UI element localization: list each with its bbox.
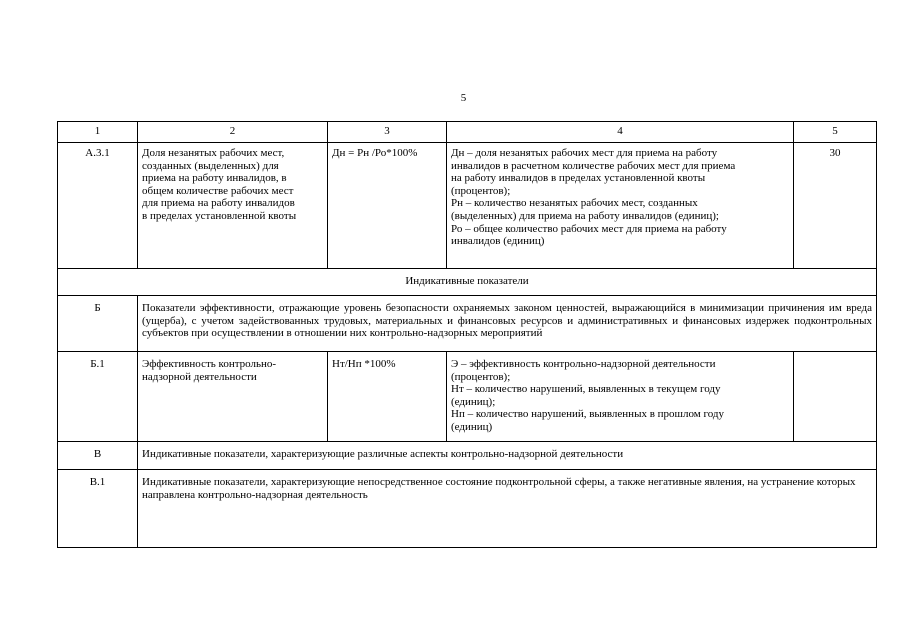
header-col-2: 2	[138, 122, 328, 143]
header-col-4: 4	[447, 122, 794, 143]
header-col-1: 1	[58, 122, 138, 143]
row-a31-name: Доля незанятых рабочих мест, созданных (выделенных) для приема на работу инвалидов, в общем количестве рабочих мест для приема на работу инвалидов в пределах установленной квоты	[138, 143, 328, 269]
row-a31-formula: Дн = Рн /Ро*100%	[328, 143, 447, 269]
row-b1-code: Б.1	[58, 352, 138, 442]
table-row-b1	[58, 352, 877, 442]
row-b-text: Показатели эффективности, отражающие уровень безопасности охраняемых законом ценностей, выражающийся в минимизации причинения им вреда (ущерба), с учетом задействованных трудовых, материальных и финансовых ресурсов и административных и финансовых издержек подконтрольных субъектов при осуществлении в отношении них контрольно-надзорных мероприятий	[138, 296, 877, 352]
table-row-indicative-heading	[58, 269, 877, 296]
row-v-text: Индикативные показатели, характеризующие различные аспекты контрольно-надзорной деятельности	[138, 442, 877, 470]
row-v1-text: Индикативные показатели, характеризующие непосредственное состояние подконтрольной сферы, а также негативные явления, на устранение которых направлена контрольно-надзорная деятельность	[138, 470, 877, 548]
table-row-v1	[58, 470, 877, 548]
row-b1-formula: Нт/Нп *100%	[328, 352, 447, 442]
header-col-3: 3	[328, 122, 447, 143]
header-col-5: 5	[794, 122, 877, 143]
row-b-code: Б	[58, 296, 138, 352]
indicative-heading: Индикативные показатели	[58, 269, 877, 296]
row-a31-code: А.3.1	[58, 143, 138, 269]
indicators-table	[57, 121, 877, 548]
row-a31-description: Дн – доля незанятых рабочих мест для приема на работу инвалидов в расчетном количестве рабочих мест для приема на работу инвалидов в пределах установленной квоты (процентов); Рн – количество незанятых рабочих мест, созданных (выделенных) для приема на работу инвалидов (единиц); Ро – общее количество рабочих мест для приема на работу инвалидов (единиц)	[447, 143, 794, 269]
table-header-row	[58, 122, 877, 143]
table-row-b	[58, 296, 877, 352]
row-a31-value: 30	[794, 143, 877, 269]
row-b1-description: Э – эффективность контрольно-надзорной деятельности (процентов); Нт – количество нарушений, выявленных в текущем году (единиц); Нп – количество нарушений, выявленных в прошлом году (единиц)	[447, 352, 794, 442]
table-row-a31	[58, 143, 877, 269]
row-b1-value	[794, 352, 877, 442]
row-b1-name: Эффективность контрольно- надзорной деятельности	[138, 352, 328, 442]
page-number: 5	[460, 92, 467, 104]
row-v-code: В	[58, 442, 138, 470]
table-row-v	[58, 442, 877, 470]
row-v1-code: В.1	[58, 470, 138, 548]
